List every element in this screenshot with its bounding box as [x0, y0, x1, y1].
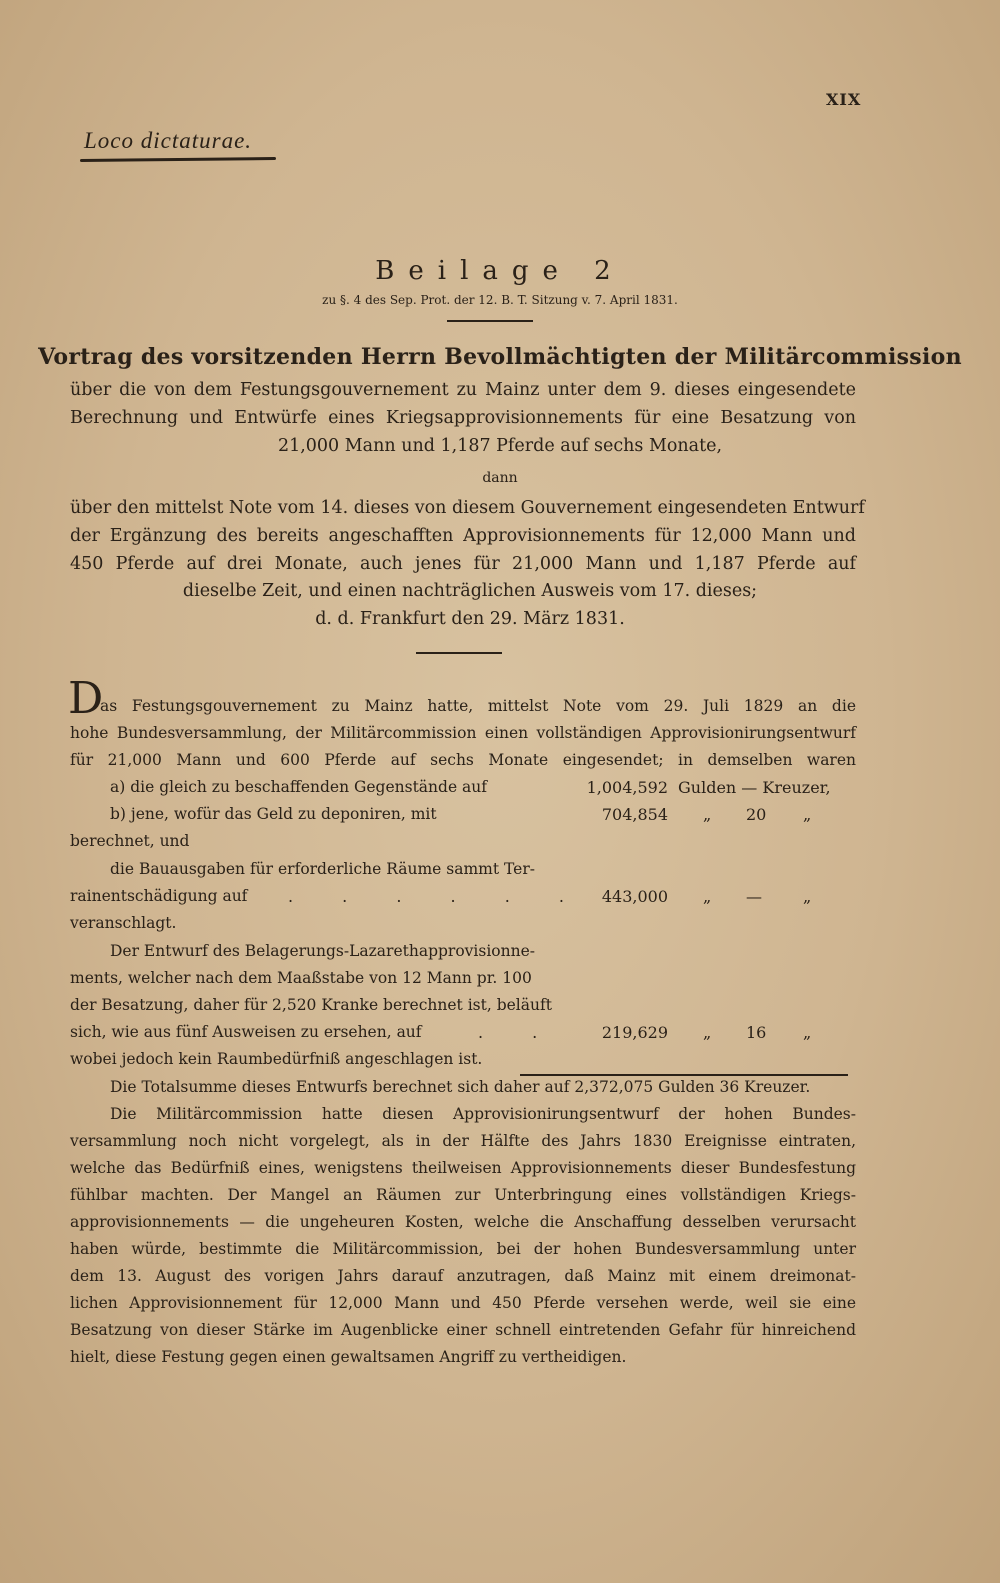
body-line: die Bauausgaben für erforderliche Räume sammt Ter-	[110, 860, 535, 878]
item-b-text: b) jene, wofür das Geld zu deponiren, mit	[110, 805, 437, 823]
body-line: der Besatzung, daher für 2,520 Kranke berechnet ist, beläuft	[70, 996, 552, 1014]
body-line: für 21,000 Mann und 600 Pferde auf sechs Monate eingesendet; in demselben waren	[70, 751, 856, 769]
appendix-heading: Beilage 2	[375, 256, 625, 286]
margin-note: Loco dictaturae.	[84, 128, 253, 153]
leader-dots: . .	[478, 1023, 560, 1042]
body-line: berechnet, und	[70, 832, 190, 850]
body-line: hielt, diese Festung gegen einen gewaltsamen Angriff zu vertheidigen.	[70, 1348, 627, 1366]
intro-connector: dann	[482, 470, 518, 486]
intro-line: über den mittelst Note vom 14. dieses von diesem Gouvernement eingesendeten Entwurf	[70, 498, 865, 518]
total-line: Die Totalsumme dieses Entwurfs berechnet sich daher auf 2,372,075 Gulden 36 Kreuzer.	[110, 1078, 811, 1096]
margin-note-underline	[80, 157, 276, 162]
intro-line: der Ergänzung des bereits angeschafften Approvisionnements für 12,000 Mann und	[70, 526, 856, 546]
body-line: versammlung noch nicht vorgelegt, als in der Hälfte des Jahrs 1830 Ereignisse eintraten,	[70, 1132, 856, 1150]
intro-line: 21,000 Mann und 1,187 Pferde auf sechs Monate,	[277, 436, 723, 456]
document-title: Vortrag des vorsitzenden Herrn Bevollmächtigten der Militärcommission	[38, 344, 962, 370]
body-line: approvisionnements — die ungeheuren Kosten, welche die Anschaffung desselben verursacht	[70, 1213, 856, 1231]
item-a-amount: 1,004,592	[586, 778, 668, 797]
divider	[416, 652, 502, 654]
body-line: wobei jedoch kein Raumbedürfniß angeschlagen ist.	[70, 1050, 483, 1068]
page-number: XIX	[826, 90, 862, 109]
body-line: sich, wie aus fünf Ausweisen zu ersehen, auf	[70, 1023, 422, 1041]
intro-line: 450 Pferde auf drei Monate, auch jenes für 21,000 Mann und 1,187 Pferde auf	[70, 554, 856, 574]
construction-amount: 443,000	[601, 887, 668, 906]
lazarett-amount: 219,629	[601, 1023, 668, 1042]
body-line: ments, welcher nach dem Maaßstabe von 12 Mann pr. 100	[70, 969, 532, 987]
appendix-reference: zu §. 4 des Sep. Prot. der 12. B. T. Sitzung v. 7. April 1831.	[322, 293, 678, 307]
ditto-mark: „	[803, 887, 812, 906]
leader-dots: . . . . . .	[288, 887, 586, 906]
body-line: Besatzung von dieser Stärke im Augenblicke einer schnell eintretenden Gefahr für hinreichend	[70, 1321, 856, 1339]
item-b-amount: 704,854	[601, 805, 668, 824]
item-b-kreuzer: 20	[746, 805, 767, 824]
lazarett-kreuzer: 16	[746, 1023, 767, 1042]
body-line: lichen Approvisionnement für 12,000 Mann und 450 Pferde versehen werde, weil sie eine	[70, 1294, 856, 1312]
sum-rule	[520, 1074, 848, 1076]
ditto-mark: „	[703, 805, 712, 824]
ditto-mark: „	[803, 805, 812, 824]
ditto-mark: „	[703, 887, 712, 906]
body-line: dem 13. August des vorigen Jahrs darauf anzutragen, daß Mainz mit einem dreimonat-	[70, 1267, 856, 1285]
body-line: veranschlagt.	[70, 914, 177, 932]
dateline: d. d. Frankfurt den 29. März 1831.	[315, 609, 625, 629]
construction-kreuzer: —	[746, 887, 762, 906]
item-a-unit: Gulden — Kreuzer,	[678, 778, 831, 797]
body-line: hohe Bundesversammlung, der Militärcommission einen vollständigen Approvisionirungsentwurf	[70, 724, 856, 742]
item-a-text: a) die gleich zu beschaffenden Gegenstände auf	[110, 778, 488, 796]
body-line: fühlbar machten. Der Mangel an Räumen zur Unterbringung eines vollständigen Kriegs-	[70, 1186, 856, 1204]
body-line: welche das Bedürfniß eines, wenigstens theilweisen Approvisionnements dieser Bundesfestung	[70, 1159, 856, 1177]
body-line: Die Militärcommission hatte diesen Approvisionirungsentwurf der hohen Bundes-	[110, 1105, 856, 1123]
body-line: haben würde, bestimmte die Militärcommission, bei der hohen Bundesversammlung unter	[70, 1240, 856, 1258]
ditto-mark: „	[703, 1023, 712, 1042]
intro-line: über die von dem Festungsgouvernement zu Mainz unter dem 9. dieses eingesendete	[70, 380, 856, 400]
divider	[447, 320, 533, 322]
intro-line: Berechnung und Entwürfe eines Kriegsapprovisionnements für eine Besatzung von	[70, 408, 856, 428]
intro-line: dieselbe Zeit, und einen nachträglichen Ausweis vom 17. dieses;	[182, 581, 758, 601]
body-line: Der Entwurf des Belagerungs-Lazarethapprovisionne-	[110, 942, 536, 960]
ditto-mark: „	[803, 1023, 812, 1042]
drop-cap: D	[68, 673, 104, 724]
body-line: as Festungsgouvernement zu Mainz hatte, mittelst Note vom 29. Juli 1829 an die	[100, 697, 856, 715]
body-line: rainentschädigung auf	[70, 887, 248, 905]
